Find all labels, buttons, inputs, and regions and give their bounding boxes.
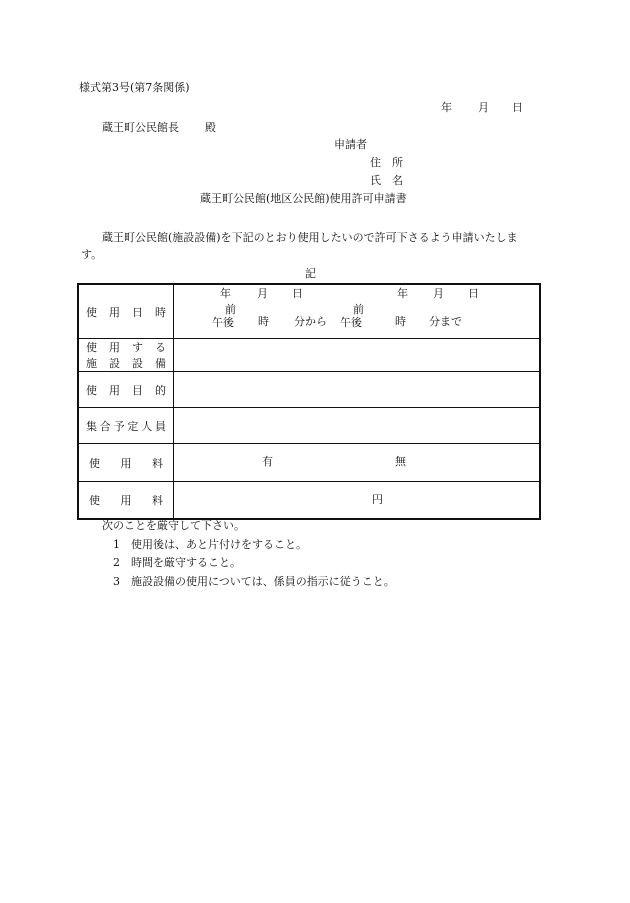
note-item: 1 使用後は、あと片付けをすること。 xyxy=(113,538,307,551)
document-title: 蔵王町公民館(地区公民館)使用許可申請書 xyxy=(200,192,407,205)
fee-yes[interactable]: 有 xyxy=(262,455,273,468)
cell-attendance[interactable] xyxy=(174,408,541,444)
cell-fee-type[interactable] xyxy=(174,444,541,482)
label-attendance: 集 合 予 定 人 員 xyxy=(78,408,174,444)
label-fee-type: 使 用 料 xyxy=(78,444,174,482)
label-purpose: 使 用 目 的 xyxy=(78,372,174,408)
label-usage-datetime: 使 用 日 時 xyxy=(78,284,174,339)
form-number: 様式第3号(第7条関係) xyxy=(79,81,190,94)
addressee-suffix: 殿 xyxy=(205,121,216,134)
date-day: 日 xyxy=(512,101,523,114)
cell-purpose[interactable] xyxy=(174,372,541,408)
yen-unit: 円 xyxy=(372,493,383,506)
applicant-label: 申請者 xyxy=(334,138,367,151)
ki-label: 記 xyxy=(305,267,316,280)
fee-no[interactable]: 無 xyxy=(395,455,406,468)
row-fee-amount xyxy=(78,482,540,520)
intro-line-1: 蔵王町公民館(施設設備)を下記のとおり使用したいので許可下さるよう申請いたしま xyxy=(102,231,518,244)
label-facility: 使 用 す る 施 設 設 備 xyxy=(78,339,174,372)
note-item: 3 施設設備の使用については、係員の指示に従うこと。 xyxy=(113,575,395,588)
row-fee-type xyxy=(78,444,540,482)
cell-fee-amount[interactable] xyxy=(174,482,541,520)
date-month: 月 xyxy=(478,101,489,114)
addressee: 蔵王町公民館長 xyxy=(102,121,179,134)
application-form-table xyxy=(77,283,541,520)
intro-line-2: す。 xyxy=(81,248,103,261)
row-purpose xyxy=(78,372,540,408)
row-attendance xyxy=(78,408,540,444)
note-item: 2 時間を厳守すること。 xyxy=(113,556,241,569)
row-usage-datetime xyxy=(78,284,540,339)
row-facility xyxy=(78,339,540,372)
name-label: 氏 名 xyxy=(370,174,403,187)
cell-usage-datetime[interactable]: 年 月 日 年 月 日 前 午後 時 分から 前 午後 時 分まで xyxy=(174,284,541,339)
address-label: 住 所 xyxy=(370,156,403,169)
cell-facility[interactable] xyxy=(174,339,541,372)
date-year: 年 xyxy=(441,101,452,114)
label-fee-amount: 使 用 料 xyxy=(78,482,174,520)
notes-intro: 次のことを厳守して下さい。 xyxy=(102,519,245,532)
